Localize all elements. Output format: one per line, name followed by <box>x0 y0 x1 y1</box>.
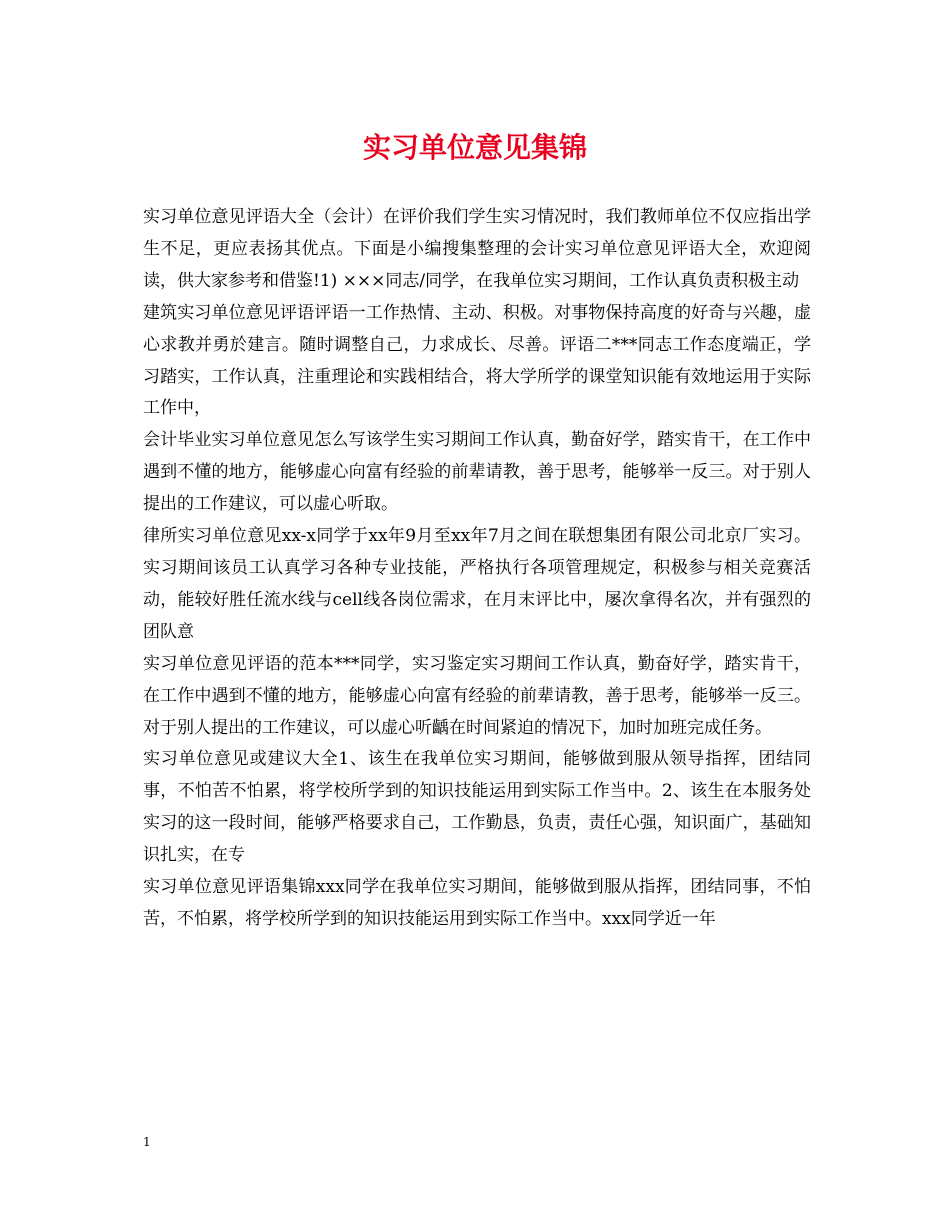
paragraph-7: 实习单位意见评语集锦xxx同学在我单位实习期间，能够做到服从指挥，团结同事，不怕苦，不怕累，将学校所学到的知识技能运用到实际工作当中。xxx同学近一年 <box>143 877 811 929</box>
document-body <box>143 202 811 936</box>
document-title: 实习单位意见集锦 <box>362 131 587 164</box>
paragraph-4: 律所实习单位意见xx-x同学于xx年9月至xx年7月之间在联想集团有限公司北京厂实习。实习期间该员工认真学习各种专业技能，严格执行各项管理规定，积极参与相关竞赛活动，能较好胜任流水线与cell线各岗位需求，在月末评比中，屡次拿得名次，并有强烈的团队意 <box>143 526 811 642</box>
page-number: 1 <box>143 1135 151 1149</box>
paragraph-5: 实习单位意见评语的范本***同学，实习鉴定实习期间工作认真，勤奋好学，踏实肯干，在工作中遇到不懂的地方，能够虚心向富有经验的前辈请教，善于思考，能够举一反三。对于别人提出的工作建议，可以虚心听齲在时间紧迫的情况下，加时加班完成任务。 <box>143 653 811 738</box>
paragraph-1: 实习单位意见评语大全（会计）在评价我们学生实习情况时，我们教师单位不仅应指出学生不足，更应表扬其优点。下面是小编搜集整理的会计实习单位意见评语大全，欢迎阅读，供大家参考和借鉴!1) ×××同志/同学，在我单位实习期间，工作认真负责积极主动 <box>143 207 811 291</box>
paragraph-2: 建筑实习单位意见评语评语一工作热情、主动、积极。对事物保持高度的好奇与兴趣，虚心求教并勇於建言。随时调整自己，力求成长、尽善。评语二***同志工作态度端正，学习踏实，工作认真，注重理论和实践相结合，将大学所学的课堂知识能有效地运用于实际工作中， <box>143 302 811 419</box>
paragraph-6: 实习单位意见或建议大全1、该生在我单位实习期间，能够做到服从领导指挥，团结同事，不怕苦不怕累，将学校所学到的知识技能运用到实际工作当中。2、该生在本服务处实习的这一段时间，能够严格要求自己，工作勤恳，负责，责任心强，知识面广，基础知识扎实，在专 <box>143 749 811 866</box>
paragraph-3: 会计毕业实习单位意见怎么写该学生实习期间工作认真，勤奋好学，踏实肯干，在工作中遇到不懂的地方，能够虚心向富有经验的前辈请教，善于思考，能够举一反三。对于别人提出的工作建议，可以虚心听取。 <box>143 430 811 515</box>
